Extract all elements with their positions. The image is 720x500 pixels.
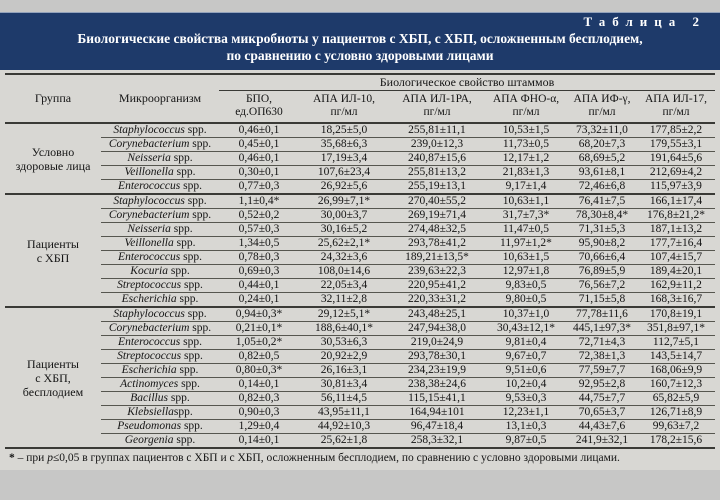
value-cell: 0,80±0,3* — [219, 364, 299, 378]
organism-name: Kocuria spp. — [101, 265, 219, 279]
value-cell: 160,7±12,3 — [637, 378, 715, 392]
value-cell: 21,83±1,3 — [485, 166, 567, 180]
value-cell: 239,63±22,3 — [389, 265, 485, 279]
value-cell: 293,78±30,1 — [389, 350, 485, 364]
value-cell: 191,64±5,6 — [637, 152, 715, 166]
value-cell: 177,85±2,2 — [637, 123, 715, 138]
value-cell: 108,0±14,6 — [299, 265, 389, 279]
value-cell: 0,94±0,3* — [219, 307, 299, 322]
value-cell: 68,20±7,3 — [567, 138, 637, 152]
organism-name: Corynebacterium spp. — [101, 138, 219, 152]
biology-table — [5, 73, 715, 449]
table-row — [5, 180, 715, 195]
value-cell: 212,69±4,2 — [637, 166, 715, 180]
table-row — [5, 152, 715, 166]
value-cell: 44,75±7,7 — [567, 392, 637, 406]
organism-name: Corynebacterium spp. — [101, 322, 219, 336]
table-row — [5, 279, 715, 293]
value-cell: 12,97±1,8 — [485, 265, 567, 279]
value-cell: 96,47±18,4 — [389, 420, 485, 434]
table-row — [5, 307, 715, 322]
table-row — [5, 123, 715, 138]
organism-name: Escherichia spp. — [101, 364, 219, 378]
value-cell: 0,21±0,1* — [219, 322, 299, 336]
organism-name: Staphylococcus spp. — [101, 307, 219, 322]
value-cell: 25,62±2,1* — [299, 237, 389, 251]
value-cell: 189,21±13,5* — [389, 251, 485, 265]
value-cell: 220,95±41,2 — [389, 279, 485, 293]
organism-name: Staphylococcus spp. — [101, 194, 219, 209]
table-number-label: Таблица 2 — [583, 14, 706, 29]
value-cell: 162,9±11,2 — [637, 279, 715, 293]
value-cell: 0,78±0,3 — [219, 251, 299, 265]
value-cell: 0,77±0,3 — [219, 180, 299, 195]
value-cell: 220,33±31,2 — [389, 293, 485, 308]
organism-name: Escherichia spp. — [101, 293, 219, 308]
value-cell: 166,1±17,4 — [637, 194, 715, 209]
value-cell: 72,46±6,8 — [567, 180, 637, 195]
value-cell: 76,56±7,2 — [567, 279, 637, 293]
value-cell: 0,30±0,1 — [219, 166, 299, 180]
table-row — [5, 166, 715, 180]
organism-name: Streptococcus spp. — [101, 350, 219, 364]
value-cell: 76,41±7,5 — [567, 194, 637, 209]
value-cell: 26,92±5,6 — [299, 180, 389, 195]
value-cell: 13,1±0,3 — [485, 420, 567, 434]
organism-name: Klebsiellaspp. — [101, 406, 219, 420]
value-cell: 0,14±0,1 — [219, 378, 299, 392]
organism-name: Actinomyces spp. — [101, 378, 219, 392]
value-cell: 9,67±0,7 — [485, 350, 567, 364]
value-cell: 30,16±5,2 — [299, 223, 389, 237]
value-cell: 0,46±0,1 — [219, 152, 299, 166]
value-cell: 115,97±3,9 — [637, 180, 715, 195]
value-cell: 10,37±1,0 — [485, 307, 567, 322]
value-cell: 0,44±0,1 — [219, 279, 299, 293]
value-cell: 143,5±14,7 — [637, 350, 715, 364]
value-cell: 0,69±0,3 — [219, 265, 299, 279]
value-cell: 31,7±7,3* — [485, 209, 567, 223]
table-row — [5, 364, 715, 378]
table-row — [5, 350, 715, 364]
value-cell: 30,43±12,1* — [485, 322, 567, 336]
table-row — [5, 251, 715, 265]
column-header-metric: АПА ИЛ-1РА, пг/мл — [389, 91, 485, 124]
table-row — [5, 322, 715, 336]
value-cell: 30,53±6,3 — [299, 336, 389, 350]
value-cell: 11,97±1,2* — [485, 237, 567, 251]
value-cell: 9,17±1,4 — [485, 180, 567, 195]
value-cell: 243,48±25,1 — [389, 307, 485, 322]
value-cell: 10,2±0,4 — [485, 378, 567, 392]
table-row — [5, 265, 715, 279]
value-cell: 71,15±5,8 — [567, 293, 637, 308]
value-cell: 12,23±1,1 — [485, 406, 567, 420]
footnote — [5, 449, 715, 470]
organism-name: Pseudomonas spp. — [101, 420, 219, 434]
value-cell: 1,1±0,4* — [219, 194, 299, 209]
value-cell: 10,63±1,1 — [485, 194, 567, 209]
value-cell: 35,68±6,3 — [299, 138, 389, 152]
table-title-line2: по сравнению с условно здоровыми лицами — [226, 48, 494, 63]
value-cell: 1,29±0,4 — [219, 420, 299, 434]
value-cell: 0,82±0,5 — [219, 350, 299, 364]
column-header-metric: АПА ИФ-γ, пг/мл — [567, 91, 637, 124]
table-sheet — [0, 70, 720, 470]
value-cell: 10,63±1,5 — [485, 251, 567, 265]
group-label: Пациенты с ХБП, бесплодием — [5, 307, 101, 448]
value-cell: 9,53±0,3 — [485, 392, 567, 406]
organism-name: Neisseria spp. — [101, 152, 219, 166]
value-cell: 0,82±0,3 — [219, 392, 299, 406]
table-row — [5, 237, 715, 251]
value-cell: 77,78±11,6 — [567, 307, 637, 322]
value-cell: 107,4±15,7 — [637, 251, 715, 265]
footnote-p-symbol: p — [47, 452, 53, 464]
value-cell: 255,81±11,1 — [389, 123, 485, 138]
value-cell: 11,47±0,5 — [485, 223, 567, 237]
organism-name: Neisseria spp. — [101, 223, 219, 237]
value-cell: 176,8±21,2* — [637, 209, 715, 223]
table-row — [5, 194, 715, 209]
value-cell: 99,63±7,2 — [637, 420, 715, 434]
footnote-text: ≤0,05 в группах пациентов с ХБП и с ХБП, осложненным бесплодием, по сравнению с условно здоровыми лицами. — [52, 452, 620, 464]
table-caption-band — [0, 12, 720, 70]
value-cell: 293,78±41,2 — [389, 237, 485, 251]
column-header-metric: БПО, ед.ОП630 — [219, 91, 299, 124]
value-cell: 95,90±8,2 — [567, 237, 637, 251]
organism-name: Georgenia spp. — [101, 434, 219, 449]
value-cell: 9,51±0,6 — [485, 364, 567, 378]
value-cell: 70,66±6,4 — [567, 251, 637, 265]
value-cell: 255,19±13,1 — [389, 180, 485, 195]
value-cell: 234,23±19,9 — [389, 364, 485, 378]
column-header-metric: АПА ИЛ-17, пг/мл — [637, 91, 715, 124]
value-cell: 20,92±2,9 — [299, 350, 389, 364]
organism-name: Veillonella spp. — [101, 237, 219, 251]
organism-name: Staphylococcus spp. — [101, 123, 219, 138]
value-cell: 43,95±11,1 — [299, 406, 389, 420]
footnote-prefix: – при — [14, 452, 48, 464]
value-cell: 30,00±3,7 — [299, 209, 389, 223]
value-cell: 76,89±5,9 — [567, 265, 637, 279]
table-title-line1: Биологические свойства микробиоты у пациентов с ХБП, с ХБП, осложненным бесплодием, — [77, 31, 643, 46]
value-cell: 189,4±20,1 — [637, 265, 715, 279]
value-cell: 177,7±16,4 — [637, 237, 715, 251]
column-header-organism: Микроорганизм — [101, 74, 219, 123]
value-cell: 44,43±7,6 — [567, 420, 637, 434]
footnote-star: * — [9, 452, 15, 464]
value-cell: 9,80±0,5 — [485, 293, 567, 308]
value-cell: 258,3±32,1 — [389, 434, 485, 449]
value-cell: 68,69±5,2 — [567, 152, 637, 166]
table-row — [5, 293, 715, 308]
value-cell: 78,30±8,4* — [567, 209, 637, 223]
table-row — [5, 336, 715, 350]
table-row — [5, 420, 715, 434]
value-cell: 44,92±10,3 — [299, 420, 389, 434]
value-cell: 72,38±1,3 — [567, 350, 637, 364]
organism-name: Enterococcus spp. — [101, 336, 219, 350]
value-cell: 219,0±24,9 — [389, 336, 485, 350]
value-cell: 164,94±101 — [389, 406, 485, 420]
value-cell: 93,61±8,1 — [567, 166, 637, 180]
value-cell: 70,65±3,7 — [567, 406, 637, 420]
value-cell: 73,32±11,0 — [567, 123, 637, 138]
organism-name: Enterococcus spp. — [101, 180, 219, 195]
table-row — [5, 209, 715, 223]
value-cell: 30,81±3,4 — [299, 378, 389, 392]
organism-name: Streptococcus spp. — [101, 279, 219, 293]
table-row — [5, 392, 715, 406]
value-cell: 17,19±3,4 — [299, 152, 389, 166]
value-cell: 9,83±0,5 — [485, 279, 567, 293]
value-cell: 188,6±40,1* — [299, 322, 389, 336]
value-cell: 107,6±23,4 — [299, 166, 389, 180]
column-header-bio-properties: Биологическое свойство штаммов — [219, 74, 715, 91]
value-cell: 26,16±3,1 — [299, 364, 389, 378]
value-cell: 92,95±2,8 — [567, 378, 637, 392]
value-cell: 115,15±41,1 — [389, 392, 485, 406]
value-cell: 187,1±13,2 — [637, 223, 715, 237]
value-cell: 0,14±0,1 — [219, 434, 299, 449]
value-cell: 25,62±1,8 — [299, 434, 389, 449]
value-cell: 29,12±5,1* — [299, 307, 389, 322]
value-cell: 168,06±9,9 — [637, 364, 715, 378]
value-cell: 240,87±15,6 — [389, 152, 485, 166]
value-cell: 247,94±38,0 — [389, 322, 485, 336]
group-label: Пациенты с ХБП — [5, 194, 101, 307]
value-cell: 241,9±32,1 — [567, 434, 637, 449]
table-row — [5, 223, 715, 237]
value-cell: 0,52±0,2 — [219, 209, 299, 223]
value-cell: 32,11±2,8 — [299, 293, 389, 308]
value-cell: 351,8±97,1* — [637, 322, 715, 336]
value-cell: 178,2±15,6 — [637, 434, 715, 449]
value-cell: 22,05±3,4 — [299, 279, 389, 293]
column-header-metric: АПА ФНО-α, пг/мл — [485, 91, 567, 124]
organism-name: Veillonella spp. — [101, 166, 219, 180]
value-cell: 239,0±12,3 — [389, 138, 485, 152]
value-cell: 1,34±0,5 — [219, 237, 299, 251]
value-cell: 445,1±97,3* — [567, 322, 637, 336]
value-cell: 72,71±4,3 — [567, 336, 637, 350]
value-cell: 1,05±0,2* — [219, 336, 299, 350]
value-cell: 168,3±16,7 — [637, 293, 715, 308]
group-label: Условно здоровые лица — [5, 123, 101, 194]
organism-name: Corynebacterium spp. — [101, 209, 219, 223]
value-cell: 65,82±5,9 — [637, 392, 715, 406]
column-header-group: Группа — [5, 74, 101, 123]
value-cell: 0,24±0,1 — [219, 293, 299, 308]
table-row — [5, 138, 715, 152]
value-cell: 71,31±5,3 — [567, 223, 637, 237]
organism-name: Bacillus spp. — [101, 392, 219, 406]
value-cell: 0,45±0,1 — [219, 138, 299, 152]
header-row-span — [5, 74, 715, 91]
value-cell: 126,71±8,9 — [637, 406, 715, 420]
value-cell: 10,53±1,5 — [485, 123, 567, 138]
value-cell: 9,81±0,4 — [485, 336, 567, 350]
value-cell: 255,81±13,2 — [389, 166, 485, 180]
value-cell: 24,32±3,6 — [299, 251, 389, 265]
value-cell: 12,17±1,2 — [485, 152, 567, 166]
value-cell: 274,48±32,5 — [389, 223, 485, 237]
table-row — [5, 406, 715, 420]
table-row — [5, 434, 715, 449]
value-cell: 0,46±0,1 — [219, 123, 299, 138]
value-cell: 56,11±4,5 — [299, 392, 389, 406]
value-cell: 112,7±5,1 — [637, 336, 715, 350]
value-cell: 170,8±19,1 — [637, 307, 715, 322]
value-cell: 270,40±55,2 — [389, 194, 485, 209]
value-cell: 18,25±5,0 — [299, 123, 389, 138]
value-cell: 9,87±0,5 — [485, 434, 567, 449]
value-cell: 0,57±0,3 — [219, 223, 299, 237]
value-cell: 77,59±7,7 — [567, 364, 637, 378]
value-cell: 0,90±0,3 — [219, 406, 299, 420]
value-cell: 238,38±24,6 — [389, 378, 485, 392]
table-row — [5, 378, 715, 392]
value-cell: 269,19±71,4 — [389, 209, 485, 223]
value-cell: 11,73±0,5 — [485, 138, 567, 152]
column-header-metric: АПА ИЛ-10, пг/мл — [299, 91, 389, 124]
organism-name: Enterococcus spp. — [101, 251, 219, 265]
value-cell: 179,55±3,1 — [637, 138, 715, 152]
value-cell: 26,99±7,1* — [299, 194, 389, 209]
